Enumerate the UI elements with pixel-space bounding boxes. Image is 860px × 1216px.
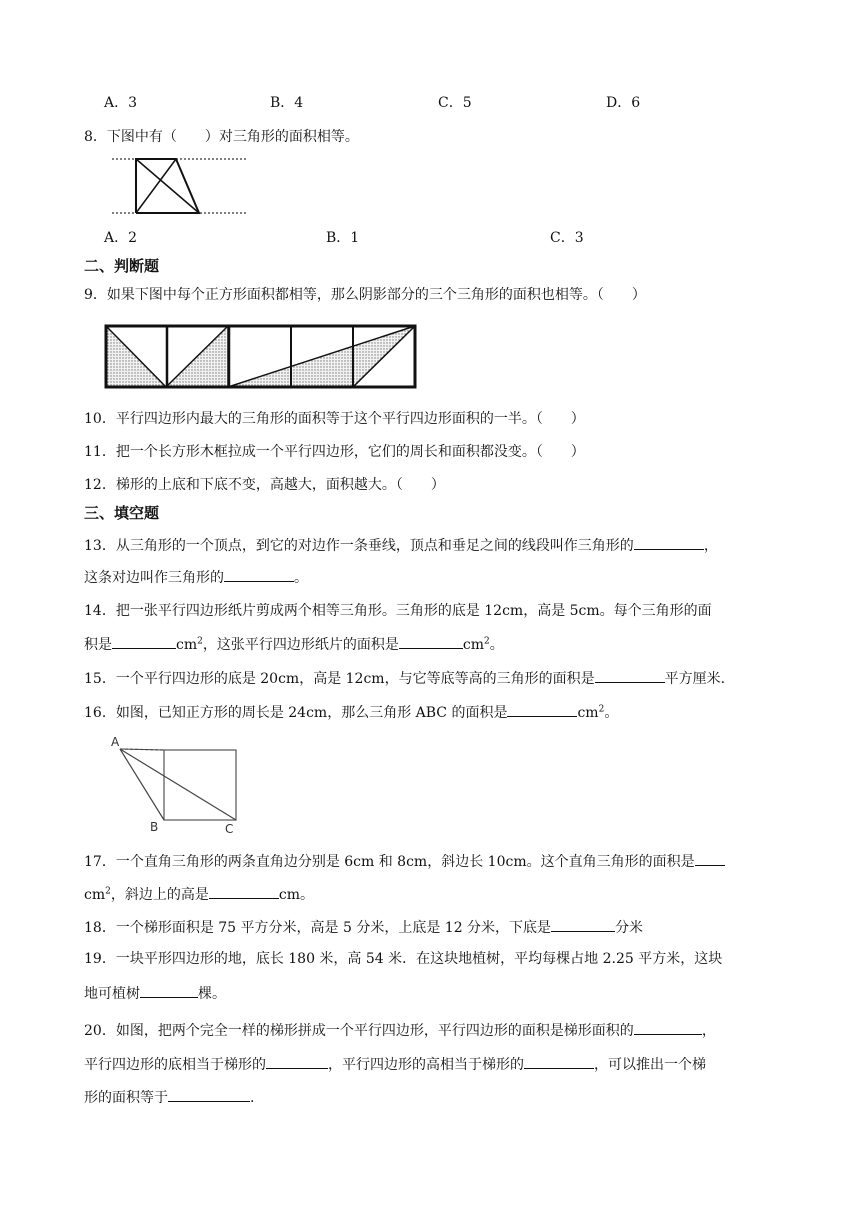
q19-line1: 19．一块平形四边形的地，底长 180 米，高 54 米．在这块地植树，平均每棵占地 2.25 平方米，这块: [84, 951, 723, 967]
q9-text: 9．如果下图中每个正方形面积都相等，那么阴影部分的三个三角形的面积也相等。（ ）: [84, 287, 646, 303]
q16-end: 。: [604, 705, 619, 721]
q14-text-3: ，这张平行四边形纸片的面积是: [202, 637, 399, 653]
q19-end: 棵。: [198, 986, 226, 1002]
q17-line1: [84, 851, 725, 871]
q15-text: 15．一个平行四边形的底是 20cm，高是 12cm，与它等底等高的三角形的面积是: [84, 671, 595, 687]
q17-line2: [84, 884, 314, 904]
q17-blank-2[interactable]: [209, 884, 279, 899]
q15-end: 平方厘米.: [664, 671, 726, 687]
q8-option-a: A．2: [104, 230, 138, 246]
q8-number: 8．: [84, 129, 107, 145]
q20-blank-3[interactable]: [524, 1054, 594, 1069]
q14-punct: 。: [489, 637, 504, 653]
q17-text: 17．一个直角三角形的两条直角边分别是 6cm 和 8cm，斜边长 10cm。这个直角三角形的面积是: [84, 854, 695, 870]
q14-blank-1[interactable]: [112, 634, 176, 649]
q13-line1: [84, 535, 718, 555]
q18-text: 18．一个梯形面积是 75 平方分米，高是 5 分米，上底是 12 分米，下底是: [84, 920, 552, 936]
q14-text-2: 积是: [84, 637, 112, 653]
section3-title: 三、填空题: [84, 504, 160, 522]
q8-question: [84, 128, 359, 146]
q14-sup-2: 2: [483, 636, 490, 647]
q10-text: 10．平行四边形内最大的三角形的面积等于这个平行四边形面积的一半。（ ）: [84, 411, 585, 427]
q16-unit: cm: [577, 705, 599, 721]
q8-option-b: B．1: [326, 230, 360, 246]
q17-unit: cm: [84, 887, 106, 903]
q14-blank-2[interactable]: [399, 634, 463, 649]
q20-text-3: ，平行四边形的高相当于梯形的: [328, 1057, 524, 1073]
q18-blank[interactable]: [551, 917, 615, 932]
q20-punct-1: ，: [701, 1023, 716, 1039]
q20-line2: [84, 1054, 706, 1074]
q16-sup: 2: [598, 704, 605, 715]
q7-option-a: A．3: [104, 95, 138, 111]
q17-blank-1[interactable]: [695, 851, 725, 866]
q7-option-d: D．6: [606, 95, 641, 111]
q16-label-a: A: [111, 735, 120, 749]
q17-end: cm。: [278, 887, 314, 903]
q8-option-c: C．3: [550, 230, 584, 246]
q20-text-5: 形的面积等于: [84, 1090, 168, 1106]
q14-sup-1: 2: [197, 636, 203, 647]
q17-text-2: ，斜边上的高是: [110, 887, 209, 903]
q13-blank-1[interactable]: [634, 535, 704, 550]
section2-title: 二、判断题: [84, 257, 160, 275]
q20-text-2: 平行四边形的底相当于梯形的: [84, 1057, 266, 1073]
q16-figure: [106, 732, 246, 836]
q8-figure: [112, 154, 252, 218]
q19-text-2: 地可植树: [84, 986, 140, 1002]
q7-option-c: C．5: [438, 95, 472, 111]
q20-line3: [84, 1087, 254, 1107]
q20-text-4: ，可以推出一个梯: [594, 1057, 706, 1073]
q16-label-b: B: [150, 820, 159, 834]
q20-text: 20．如图，把两个完全一样的梯形拼成一个平行四边形，平行四边形的面积是梯形面积的: [84, 1023, 634, 1039]
q7-option-b: B．4: [270, 95, 304, 111]
q20-blank-1[interactable]: [634, 1020, 702, 1035]
q18-end: 分米: [615, 920, 644, 936]
q20-blank-4[interactable]: [168, 1087, 250, 1102]
q15-line: [84, 668, 725, 688]
q17-sup: 2: [105, 886, 111, 897]
q15-blank[interactable]: [595, 668, 665, 683]
q13-text: 13．从三角形的一个顶点，到它的对边作一条垂线，顶点和垂足之间的线段叫作三角形的: [84, 538, 634, 554]
q19-line2: [84, 983, 226, 1003]
q20-blank-2[interactable]: [266, 1054, 328, 1069]
q14-unit-1: cm: [176, 637, 198, 653]
q20-end: .: [250, 1090, 255, 1106]
q14-unit-2: cm: [462, 637, 484, 653]
q13-punct-1: ，: [703, 538, 718, 554]
q19-blank[interactable]: [140, 983, 198, 998]
q18-line: [84, 917, 643, 937]
q13-punct-2: 。: [294, 570, 308, 586]
q9-figure: [104, 324, 418, 390]
q12-text: 12．梯形的上底和下底不变，高越大，面积越大。（ ）: [84, 477, 445, 493]
q11-text: 11．把一个长方形木框拉成一个平行四边形，它们的周长和面积都没变。（ ）: [84, 444, 585, 460]
q16-text: 16．如图，已知正方形的周长是 24cm，那么三角形 ABC 的面积是: [84, 705, 508, 721]
q14-line2: [84, 634, 504, 654]
q20-line1: [84, 1020, 716, 1040]
q13-text-2: 这条对边叫作三角形的: [84, 570, 224, 586]
q13-line2: [84, 567, 308, 587]
q16-label-c: C: [225, 822, 234, 836]
q13-blank-2[interactable]: [224, 567, 294, 582]
q16-blank[interactable]: [507, 702, 577, 717]
q8-text: 下图中有（ ）对三角形的面积相等。: [106, 129, 359, 145]
q16-line: [84, 702, 618, 722]
q14-line1: 14．把一张平行四边形纸片剪成两个相等三角形。三角形的底是 12cm，高是 5cm。每个三角形的面: [84, 603, 712, 619]
